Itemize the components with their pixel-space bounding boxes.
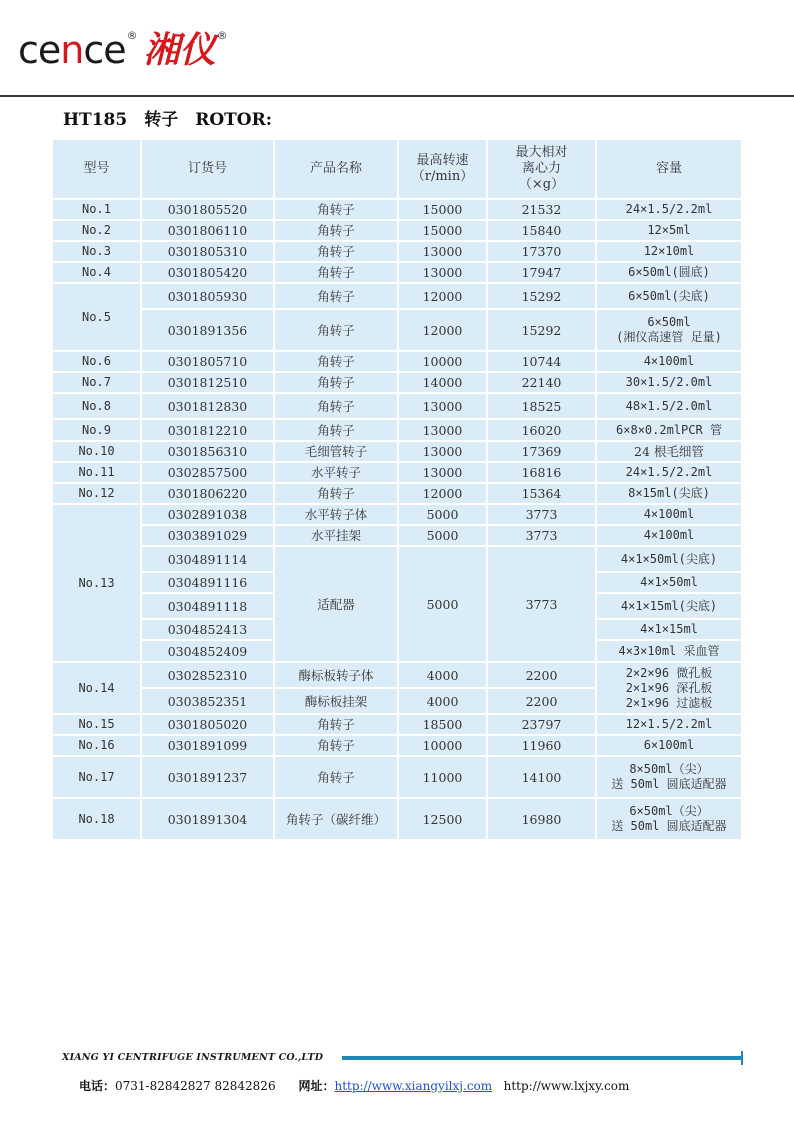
table-cell: 0301806110 xyxy=(142,221,273,240)
table-cell: 0304891116 xyxy=(142,573,273,592)
table-cell: 2200 xyxy=(488,689,595,713)
website-label: 网址： xyxy=(298,1079,335,1093)
table-row xyxy=(53,526,741,545)
registered-mark-2: ® xyxy=(216,29,228,42)
table-row xyxy=(53,310,741,350)
table-cell: 4×1×50ml xyxy=(597,573,741,592)
table-cell: 0301805020 xyxy=(142,715,273,734)
table-cell: 6×100ml xyxy=(597,736,741,755)
footer-divider xyxy=(342,1056,742,1060)
table-cell: 5000 xyxy=(399,526,486,545)
header-cell-model: 型号 xyxy=(53,140,140,198)
table-cell: 13000 xyxy=(399,442,486,461)
table-cell: 0301805710 xyxy=(142,352,273,371)
table-cell: No.11 xyxy=(53,463,140,482)
table-cell: No.5 xyxy=(53,284,140,350)
table-cell: 0304852409 xyxy=(142,641,273,661)
phone-number: 0731-82842827 82842826 xyxy=(115,1079,276,1093)
table-cell: 14100 xyxy=(488,757,595,797)
table-cell: 4×1×15ml(尖底) xyxy=(597,594,741,618)
table-cell: 0301891304 xyxy=(142,799,273,839)
table-cell: 16020 xyxy=(488,420,595,440)
table-cell: 12500 xyxy=(399,799,486,839)
table-cell: 0301812210 xyxy=(142,420,273,440)
table-cell: 12000 xyxy=(399,310,486,350)
footer-divider-end xyxy=(741,1051,743,1065)
header-cell-capacity: 容量 xyxy=(597,140,741,198)
table-cell: 15000 xyxy=(399,221,486,240)
table-row xyxy=(53,799,741,839)
table-cell: 角转子 xyxy=(275,394,397,418)
table-cell: 17370 xyxy=(488,242,595,261)
table-cell: 16816 xyxy=(488,463,595,482)
table-cell: No.12 xyxy=(53,484,140,503)
table-cell: 3773 xyxy=(488,547,595,661)
table-row xyxy=(53,757,741,797)
table-row xyxy=(53,442,741,461)
company-logo xyxy=(18,28,228,72)
table-row xyxy=(53,484,741,503)
table-row xyxy=(53,463,741,482)
table-cell: 0301805420 xyxy=(142,263,273,282)
table-cell: No.9 xyxy=(53,420,140,440)
table-cell: 8×50ml（尖） 送 50ml 圆底适配器 xyxy=(597,757,741,797)
phone-label: 电话： xyxy=(79,1079,116,1093)
table-cell: 0301891237 xyxy=(142,757,273,797)
table-cell: 4×1×15ml xyxy=(597,620,741,639)
table-cell: 0304891118 xyxy=(142,594,273,618)
table-cell: 6×8×0.2mlPCR 管 xyxy=(597,420,741,440)
table-row xyxy=(53,200,741,219)
rotor-table xyxy=(51,138,743,841)
table-cell: No.2 xyxy=(53,221,140,240)
table-cell: No.17 xyxy=(53,757,140,797)
logo-english: cence xyxy=(18,28,126,72)
table-cell: 12000 xyxy=(399,284,486,308)
table-row xyxy=(53,547,741,571)
table-cell: No.10 xyxy=(53,442,140,461)
table-cell: 16980 xyxy=(488,799,595,839)
website-link-2[interactable]: http://www.lxjxy.com xyxy=(503,1079,630,1093)
table-cell: 24 根毛细管 xyxy=(597,442,741,461)
table-cell: 15364 xyxy=(488,484,595,503)
table-cell: 0301891356 xyxy=(142,310,273,350)
table-cell: 酶标板挂架 xyxy=(275,689,397,713)
table-row xyxy=(53,394,741,418)
table-cell: 15292 xyxy=(488,284,595,308)
table-cell: 17369 xyxy=(488,442,595,461)
table-cell: 21532 xyxy=(488,200,595,219)
table-cell: 6×50ml (湘仪高速管 足量) xyxy=(597,310,741,350)
table-cell: 8×15ml(尖底) xyxy=(597,484,741,503)
table-cell: 11000 xyxy=(399,757,486,797)
table-cell: 0304891114 xyxy=(142,547,273,571)
table-cell: 2×2×96 微孔板 2×1×96 深孔板 2×1×96 过滤板 xyxy=(597,663,741,713)
table-cell: 13000 xyxy=(399,420,486,440)
table-cell: 4×3×10ml 采血管 xyxy=(597,641,741,661)
table-cell: 4×100ml xyxy=(597,505,741,524)
table-row xyxy=(53,263,741,282)
table-cell: 适配器 xyxy=(275,547,397,661)
table-cell: 角转子 xyxy=(275,715,397,734)
table-cell: 0301812830 xyxy=(142,394,273,418)
table-row xyxy=(53,505,741,524)
table-cell: 角转子 xyxy=(275,242,397,261)
header-divider xyxy=(0,95,794,97)
table-row xyxy=(53,736,741,755)
table-row xyxy=(53,284,741,308)
table-cell: 13000 xyxy=(399,263,486,282)
table-cell: 角转子 xyxy=(275,284,397,308)
table-cell: 48×1.5/2.0ml xyxy=(597,394,741,418)
table-cell: 10000 xyxy=(399,736,486,755)
table-cell: No.1 xyxy=(53,200,140,219)
table-cell: 角转子 xyxy=(275,736,397,755)
table-cell: 12×1.5/2.2ml xyxy=(597,715,741,734)
table-cell: 角转子 xyxy=(275,757,397,797)
table-cell: No.13 xyxy=(53,505,140,661)
table-cell: 5000 xyxy=(399,505,486,524)
table-cell: 4×1×50ml(尖底) xyxy=(597,547,741,571)
table-cell: 6×50ml(尖底) xyxy=(597,284,741,308)
table-cell: 0302857500 xyxy=(142,463,273,482)
table-cell: 24×1.5/2.2ml xyxy=(597,463,741,482)
table-cell: 角转子 xyxy=(275,263,397,282)
table-cell: 18525 xyxy=(488,394,595,418)
table-cell: 角转子 xyxy=(275,310,397,350)
table-cell: 13000 xyxy=(399,394,486,418)
table-cell: 毛细管转子 xyxy=(275,442,397,461)
table-cell: 0301805310 xyxy=(142,242,273,261)
table-cell: No.7 xyxy=(53,373,140,392)
table-cell: 13000 xyxy=(399,242,486,261)
table-cell: 12×5ml xyxy=(597,221,741,240)
table-cell: 水平转子 xyxy=(275,463,397,482)
table-cell: 角转子（碳纤维） xyxy=(275,799,397,839)
table-cell: 4×100ml xyxy=(597,526,741,545)
table-cell: 水平转子体 xyxy=(275,505,397,524)
table-cell: 角转子 xyxy=(275,352,397,371)
table-cell: No.18 xyxy=(53,799,140,839)
header-cell-max-rcf: 最大相对 离心力 （×g） xyxy=(488,140,595,198)
page-title: HT185 转子 ROTOR: xyxy=(63,110,272,130)
header-cell-max-speed: 最高转速 （r/min） xyxy=(399,140,486,198)
table-cell: 0301856310 xyxy=(142,442,273,461)
table-cell: 3773 xyxy=(488,526,595,545)
table-row xyxy=(53,573,741,592)
table-row xyxy=(53,373,741,392)
table-cell: No.8 xyxy=(53,394,140,418)
table-cell: 3773 xyxy=(488,505,595,524)
table-cell: 5000 xyxy=(399,547,486,661)
table-cell: 15000 xyxy=(399,200,486,219)
table-cell: 0301891099 xyxy=(142,736,273,755)
table-cell: 13000 xyxy=(399,463,486,482)
table-cell: 12000 xyxy=(399,484,486,503)
table-row xyxy=(53,715,741,734)
table-cell: No.15 xyxy=(53,715,140,734)
table-row xyxy=(53,352,741,371)
header-cell-product-name: 产品名称 xyxy=(275,140,397,198)
table-cell: 0304852413 xyxy=(142,620,273,639)
table-cell: 角转子 xyxy=(275,373,397,392)
footer-contact xyxy=(79,1078,629,1094)
table-cell: 11960 xyxy=(488,736,595,755)
table-cell: 4000 xyxy=(399,663,486,687)
table-cell: No.3 xyxy=(53,242,140,261)
table-cell: 0303891029 xyxy=(142,526,273,545)
table-row xyxy=(53,221,741,240)
table-cell: 水平挂架 xyxy=(275,526,397,545)
table-row xyxy=(53,420,741,440)
table-row xyxy=(53,620,741,639)
header-cell-order-no: 订货号 xyxy=(142,140,273,198)
table-cell: 15292 xyxy=(488,310,595,350)
table-cell: 4000 xyxy=(399,689,486,713)
table-cell: 23797 xyxy=(488,715,595,734)
table-cell: 4×100ml xyxy=(597,352,741,371)
logo-chinese: 湘仪 xyxy=(143,29,216,71)
table-cell: No.6 xyxy=(53,352,140,371)
website-link-1[interactable]: http://www.xiangyilxj.com xyxy=(334,1079,493,1093)
table-cell: 18500 xyxy=(399,715,486,734)
table-row xyxy=(53,594,741,618)
table-cell: No.4 xyxy=(53,263,140,282)
registered-mark: ® xyxy=(126,29,138,42)
table-cell: 0301812510 xyxy=(142,373,273,392)
table-cell: No.16 xyxy=(53,736,140,755)
table-cell: 10744 xyxy=(488,352,595,371)
table-cell: 12×10ml xyxy=(597,242,741,261)
table-cell: 6×50ml（尖） 送 50ml 圆底适配器 xyxy=(597,799,741,839)
table-cell: 22140 xyxy=(488,373,595,392)
table-cell: 角转子 xyxy=(275,420,397,440)
table-cell: 角转子 xyxy=(275,221,397,240)
table-cell: 0301805930 xyxy=(142,284,273,308)
table-cell: No.14 xyxy=(53,663,140,713)
table-cell: 2200 xyxy=(488,663,595,687)
table-cell: 0301805520 xyxy=(142,200,273,219)
table-cell: 角转子 xyxy=(275,484,397,503)
table-cell: 10000 xyxy=(399,352,486,371)
table-row xyxy=(53,663,741,687)
table-cell: 17947 xyxy=(488,263,595,282)
table-cell: 0302891038 xyxy=(142,505,273,524)
footer-company-name: XIANG YI CENTRIFUGE INSTRUMENT CO.,LTD xyxy=(62,1052,324,1063)
table-cell: 6×50ml(圆底) xyxy=(597,263,741,282)
table-cell: 30×1.5/2.0ml xyxy=(597,373,741,392)
table-cell: 24×1.5/2.2ml xyxy=(597,200,741,219)
table-row xyxy=(53,242,741,261)
table-row xyxy=(53,641,741,661)
table-cell: 0302852310 xyxy=(142,663,273,687)
table-cell: 0303852351 xyxy=(142,689,273,713)
table-cell: 15840 xyxy=(488,221,595,240)
table-cell: 0301806220 xyxy=(142,484,273,503)
table-cell: 酶标板转子体 xyxy=(275,663,397,687)
table-header-row xyxy=(53,140,741,198)
table-cell: 角转子 xyxy=(275,200,397,219)
table-cell: 14000 xyxy=(399,373,486,392)
